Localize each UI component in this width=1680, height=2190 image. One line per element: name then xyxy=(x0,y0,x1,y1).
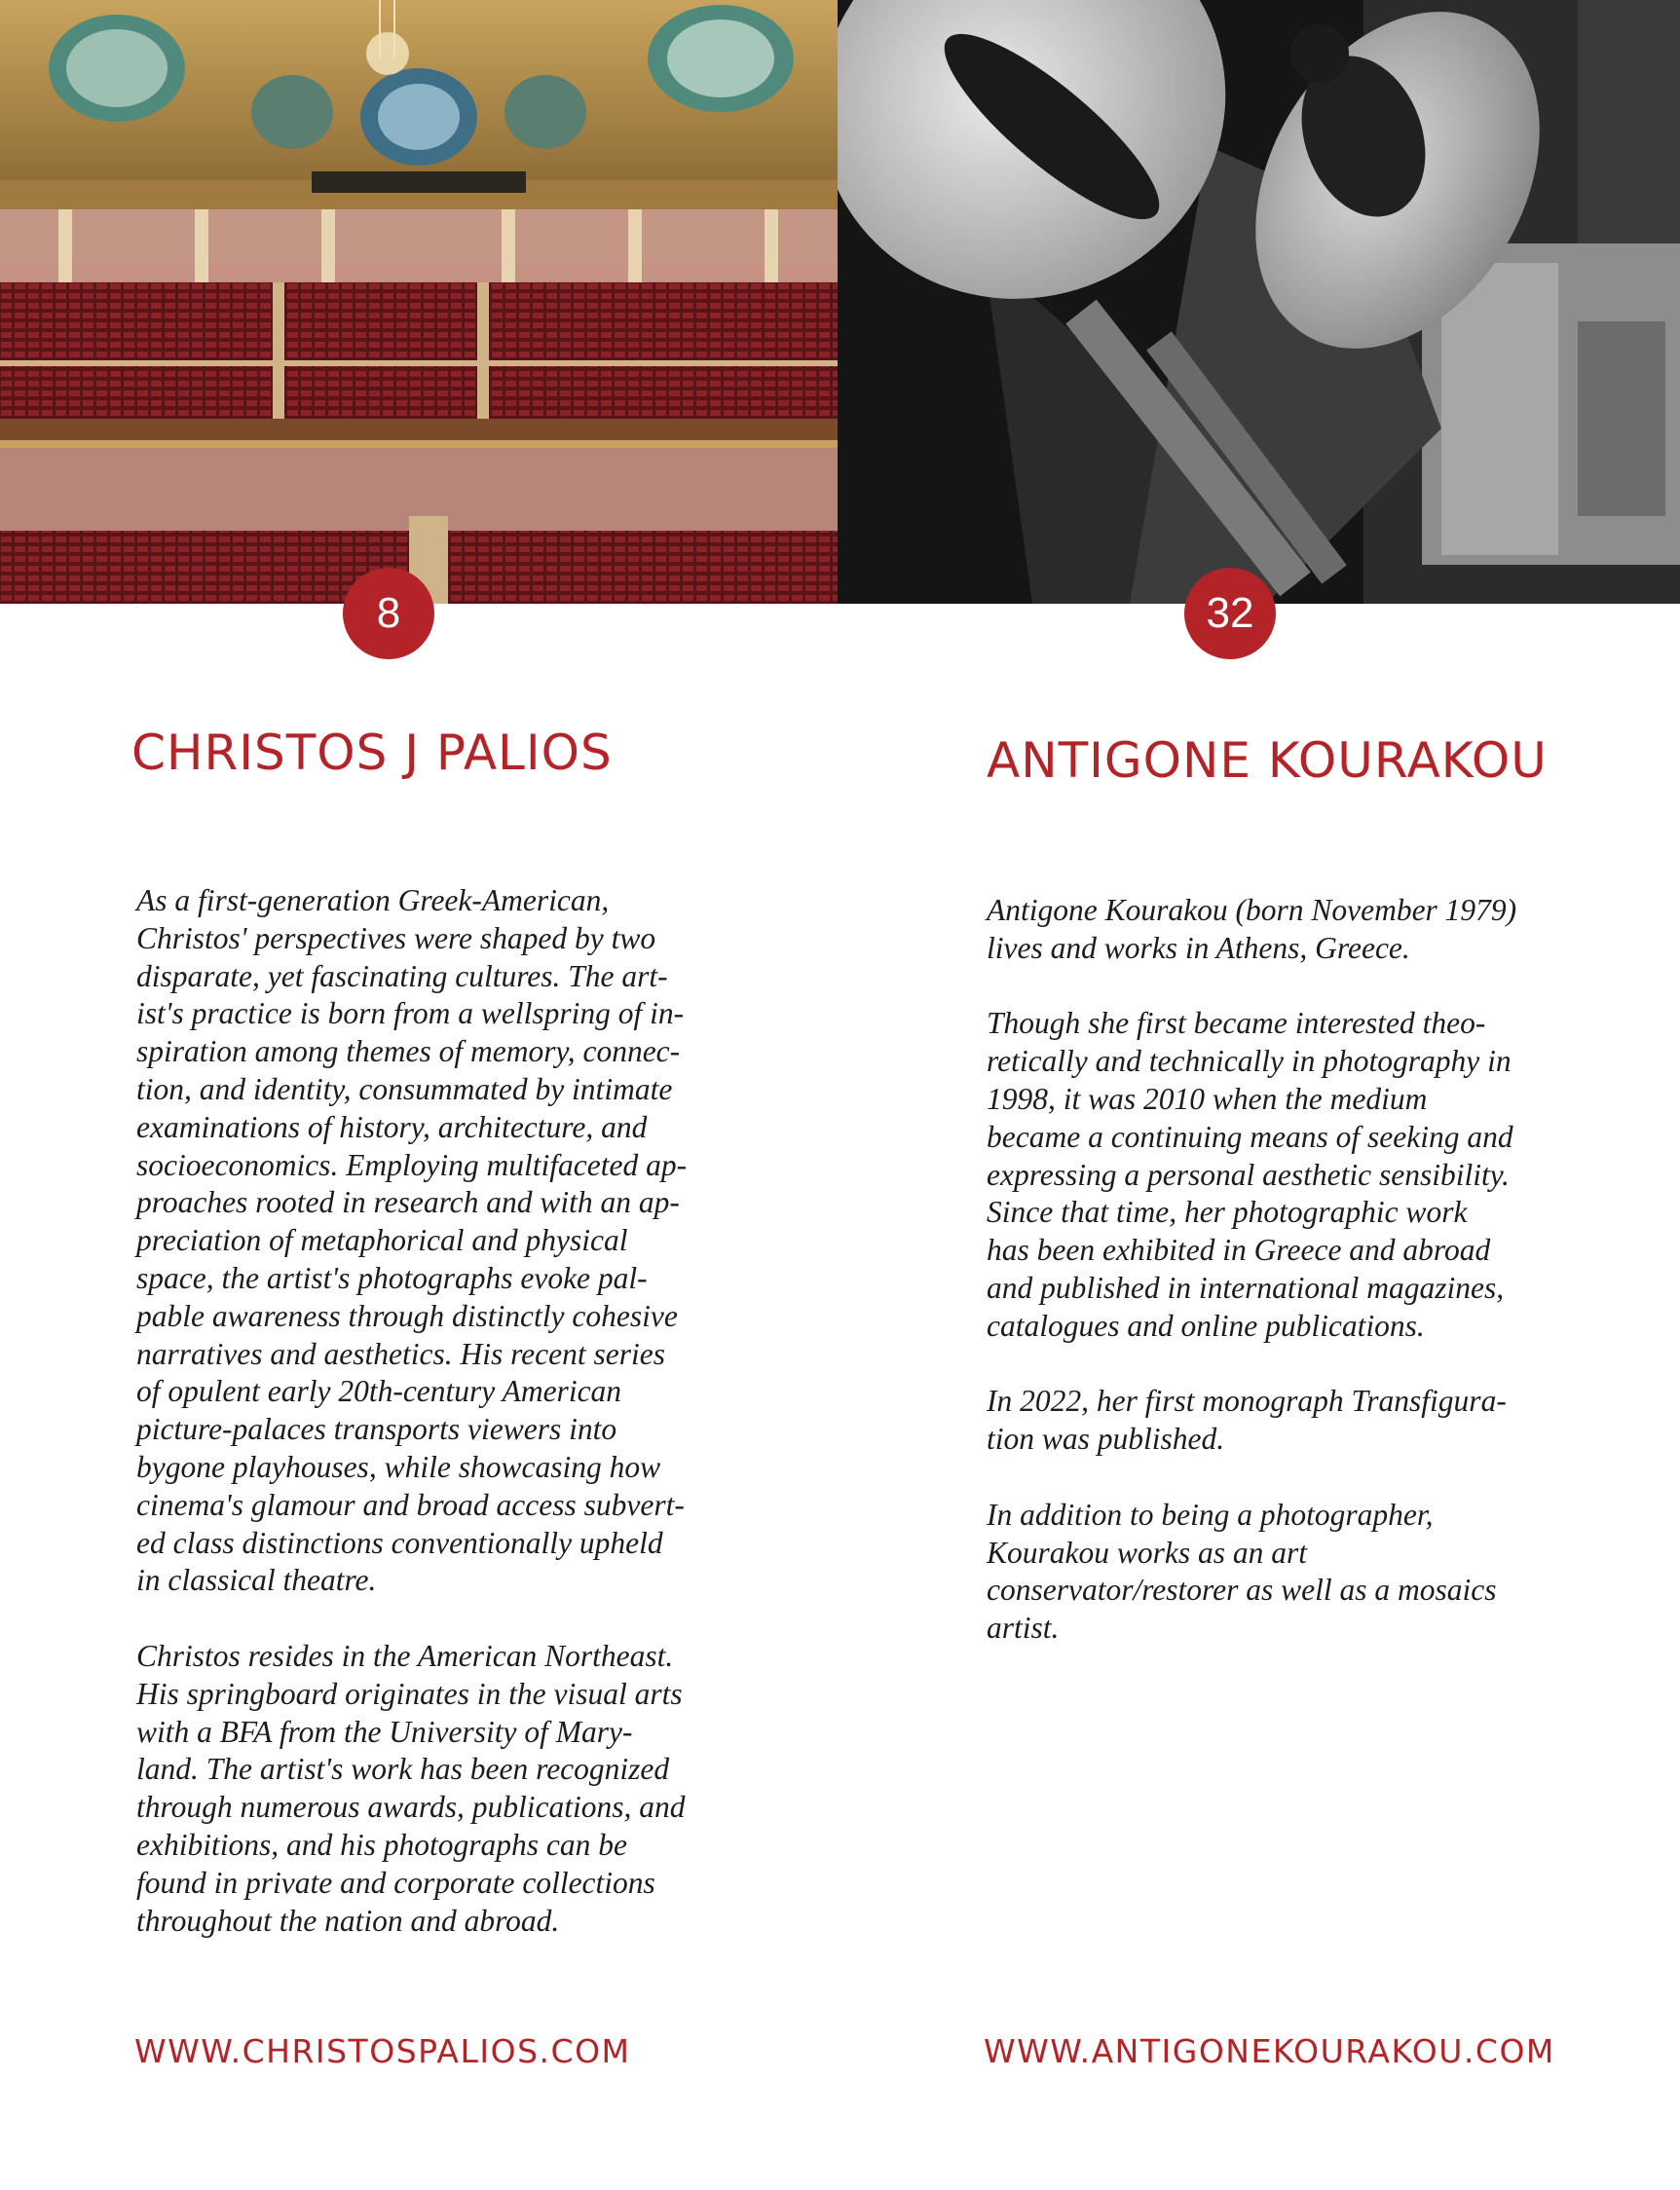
page-number-badge: 8 xyxy=(343,568,434,659)
bio-paragraph: In addition to being a photographer, Kourakou works as an art conservator/restorer as well as a mosaics artist. xyxy=(987,1497,1497,1646)
bio-paragraph: Antigone Kourakou (born November 1979) lives and works in Athens, Greece. xyxy=(987,893,1517,965)
artist-name: CHRISTOS J PALIOS xyxy=(131,724,613,781)
artist-name: ANTIGONE KOURAKOU xyxy=(987,732,1548,789)
bio-paragraph: Christos resides in the American Northeast. His springboard originates in the visual arts with a BFA from the University of Mary- land. The artist's work has been recognized through numerous awards, publications, and exhibitions, and his photographs can be found in private and corporate collections throughout the nation and abroad. xyxy=(136,1638,686,1938)
theater-interior-photo xyxy=(0,0,838,604)
bio-paragraph: Though she first became interested theo- retically and technically in photography in 1998, it was 2010 when the medium became a continuing means of seeking and expressing a personal aesthetic sensibility. Since that time, her photographic work has been exhibited in Greece and abroad and published in international magazines, catalogues and online publications. xyxy=(987,1006,1513,1343)
artist-bio xyxy=(136,882,750,1978)
artist-website-link[interactable]: WWW.CHRISTOSPALIOS.COM xyxy=(134,2032,631,2070)
bio-paragraph: As a first-generation Greek-American, Christos' perspectives were shaped by two disparate, yet fascinating cultures. The art- ist's practice is born from a wellspring of in- spiration among themes of memory, connec- tion, and identity, consummated by intimate examinations of history, architecture, and socioeconomics. Employing multifaceted ap- proaches rooted in research and with an ap- preciation of metaphorical and physical space, the artist's photographs evoke pal- pable awareness through distinctly cohesive narratives and aesthetics. His recent series of opulent early 20th-century American picture-palaces transports viewers into bygone playhouses, while showcasing how cinema's glamour and broad access subvert- ed class distinctions conventionally upheld in classical theatre. xyxy=(136,883,688,1598)
artist-bio xyxy=(987,892,1610,1686)
artist-website-link[interactable]: WWW.ANTIGONEKOURAKOU.COM xyxy=(984,2032,1555,2070)
page-number-badge: 32 xyxy=(1184,568,1276,659)
hats-photo xyxy=(838,0,1680,604)
bio-paragraph: In 2022, her first monograph Transfigura- tion was published. xyxy=(987,1384,1507,1457)
